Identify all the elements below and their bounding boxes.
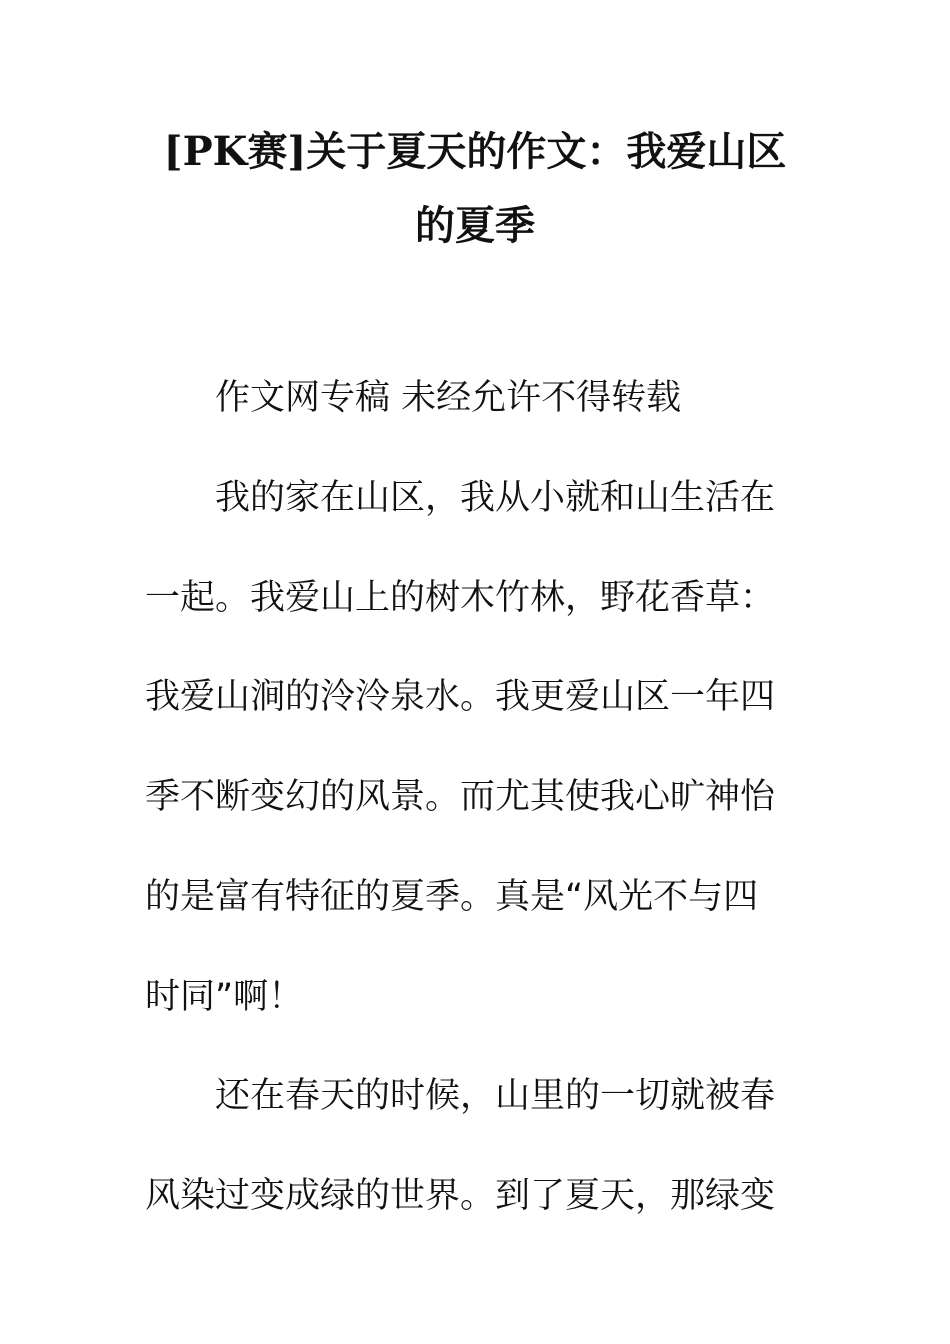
byline-notice: 作文网专稿 未经允许不得转载 xyxy=(215,378,682,418)
paragraph-1-line-6: 时同”啊！ xyxy=(145,977,304,1017)
document-title-line-2: 的夏季 xyxy=(415,202,535,249)
paragraph-2-line-2: 风染过变成绿的世界。到了夏天，那绿变 xyxy=(145,1176,776,1216)
paragraph-1-line-4: 季不断变幻的风景。而尤其使我心旷神怡 xyxy=(145,777,776,817)
paragraph-2-line-1: 还在春天的时候，山里的一切就被春 xyxy=(215,1076,776,1116)
paragraph-1-line-1: 我的家在山区，我从小就和山生活在 xyxy=(215,478,776,518)
paragraph-1-line-5: 的是富有特征的夏季。真是“风光不与四 xyxy=(145,877,759,917)
document-title-line-1: [PK赛]关于夏天的作文：我爱山区 xyxy=(163,128,787,175)
paragraph-1-line-3: 我爱山涧的泠泠泉水。我更爱山区一年四 xyxy=(145,677,776,717)
paragraph-1-line-2: 一起。我爱山上的树木竹林，野花香草： xyxy=(145,578,776,618)
